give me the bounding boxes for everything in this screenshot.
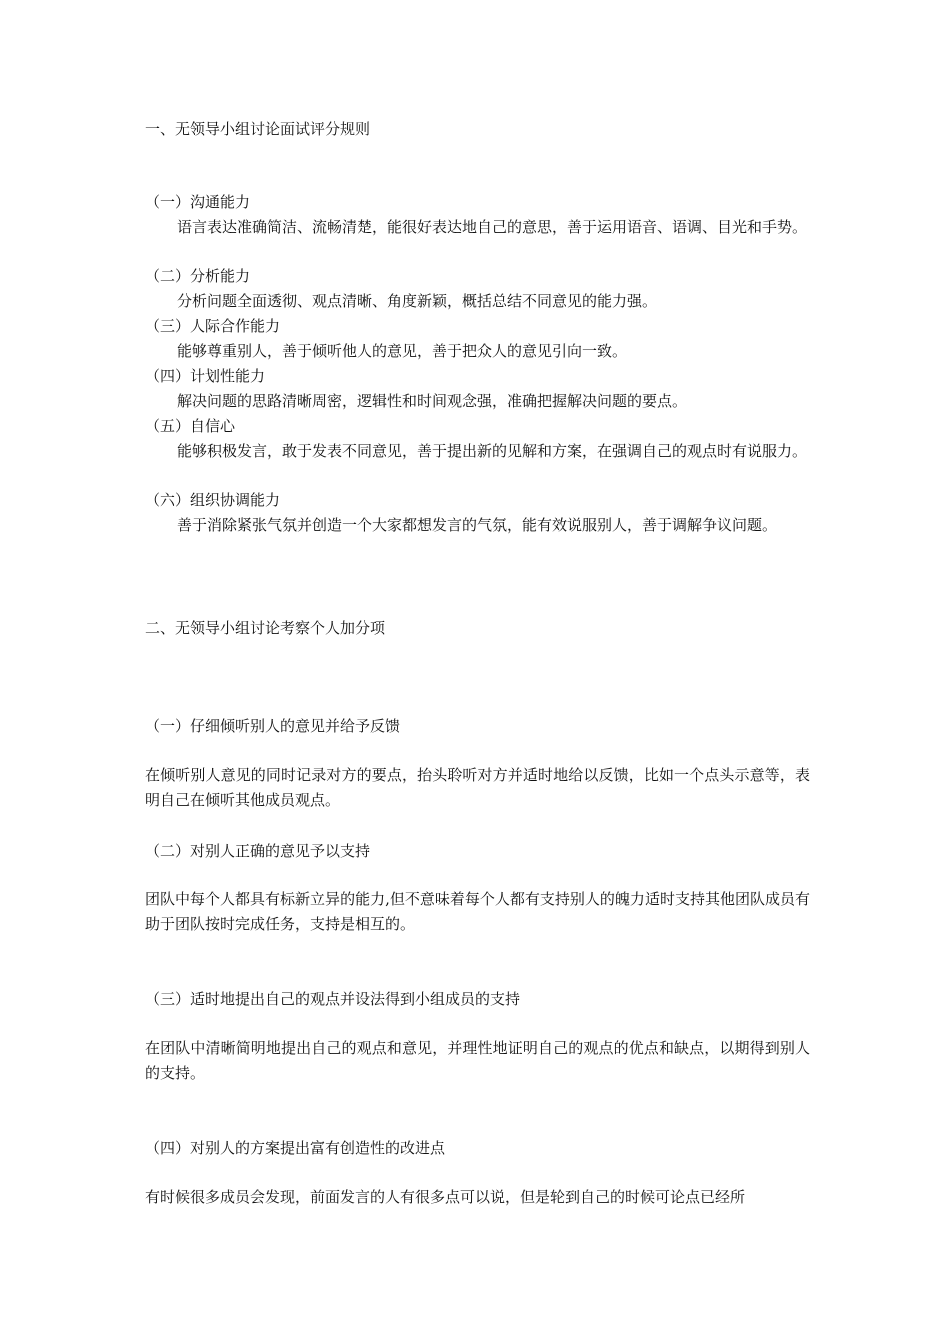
section-2-item-1-heading: （一）仔细倾听别人的意见并给予反馈 <box>145 717 401 735</box>
section-1-item-6-heading: （六）组织协调能力 <box>145 491 281 509</box>
section-1-item-4-text: 解决问题的思路清晰周密，逻辑性和时间观念强，准确把握解决问题的要点。 <box>177 392 688 410</box>
section-1-item-5-heading: （五）自信心 <box>145 417 236 435</box>
section-1-item-1-text: 语言表达准确简洁、流畅清楚，能很好表达地自己的意思，善于运用语音、语调、目光和手势。 <box>177 218 808 236</box>
section-2-item-1-text: 在倾听别人意见的同时记录对方的要点，抬头聆听对方并适时地给以反馈，比如一个点头示意等，表明自己在倾听其他成员观点。 <box>145 766 810 809</box>
section-1-item-3-text: 能够尊重别人，善于倾听他人的意见，善于把众人的意见引向一致。 <box>177 342 628 360</box>
section-1-title: 一、无领导小组讨论面试评分规则 <box>145 120 371 138</box>
section-1-item-3-heading: （三）人际合作能力 <box>145 317 281 335</box>
section-2-item-2-heading: （二）对别人正确的意见予以支持 <box>145 842 371 860</box>
section-2-title: 二、无领导小组讨论考察个人加分项 <box>145 619 386 637</box>
section-2-item-4-heading: （四）对别人的方案提出富有创造性的改进点 <box>145 1139 446 1157</box>
section-1-item-2-heading: （二）分析能力 <box>145 267 251 285</box>
section-2-item-3-heading: （三）适时地提出自己的观点并设法得到小组成员的支持 <box>145 990 521 1008</box>
section-1-item-1-heading: （一）沟通能力 <box>145 193 251 211</box>
section-1-item-6-text: 善于消除紧张气氛并创造一个大家都想发言的气氛，能有效说服别人，善于调解争议问题。 <box>177 516 778 534</box>
section-1-item-4-heading: （四）计划性能力 <box>145 367 266 385</box>
section-1-item-5-text: 能够积极发言，敢于发表不同意见，善于提出新的见解和方案，在强调自己的观点时有说服力。 <box>177 442 808 460</box>
section-2-item-4-text: 有时候很多成员会发现，前面发言的人有很多点可以说，但是轮到自己的时候可论点已经所 <box>145 1188 746 1206</box>
section-1-item-2-text: 分析问题全面透彻、观点清晰、角度新颖，概括总结不同意见的能力强。 <box>177 292 658 310</box>
section-2-item-3-text: 在团队中清晰简明地提出自己的观点和意见，并理性地证明自己的观点的优点和缺点，以期得到别人的支持。 <box>145 1039 810 1082</box>
section-2-item-2-text: 团队中每个人都具有标新立异的能力,但不意味着每个人都有支持别人的魄力适时支持其他团队成员有助于团队按时完成任务，支持是相互的。 <box>145 890 810 933</box>
